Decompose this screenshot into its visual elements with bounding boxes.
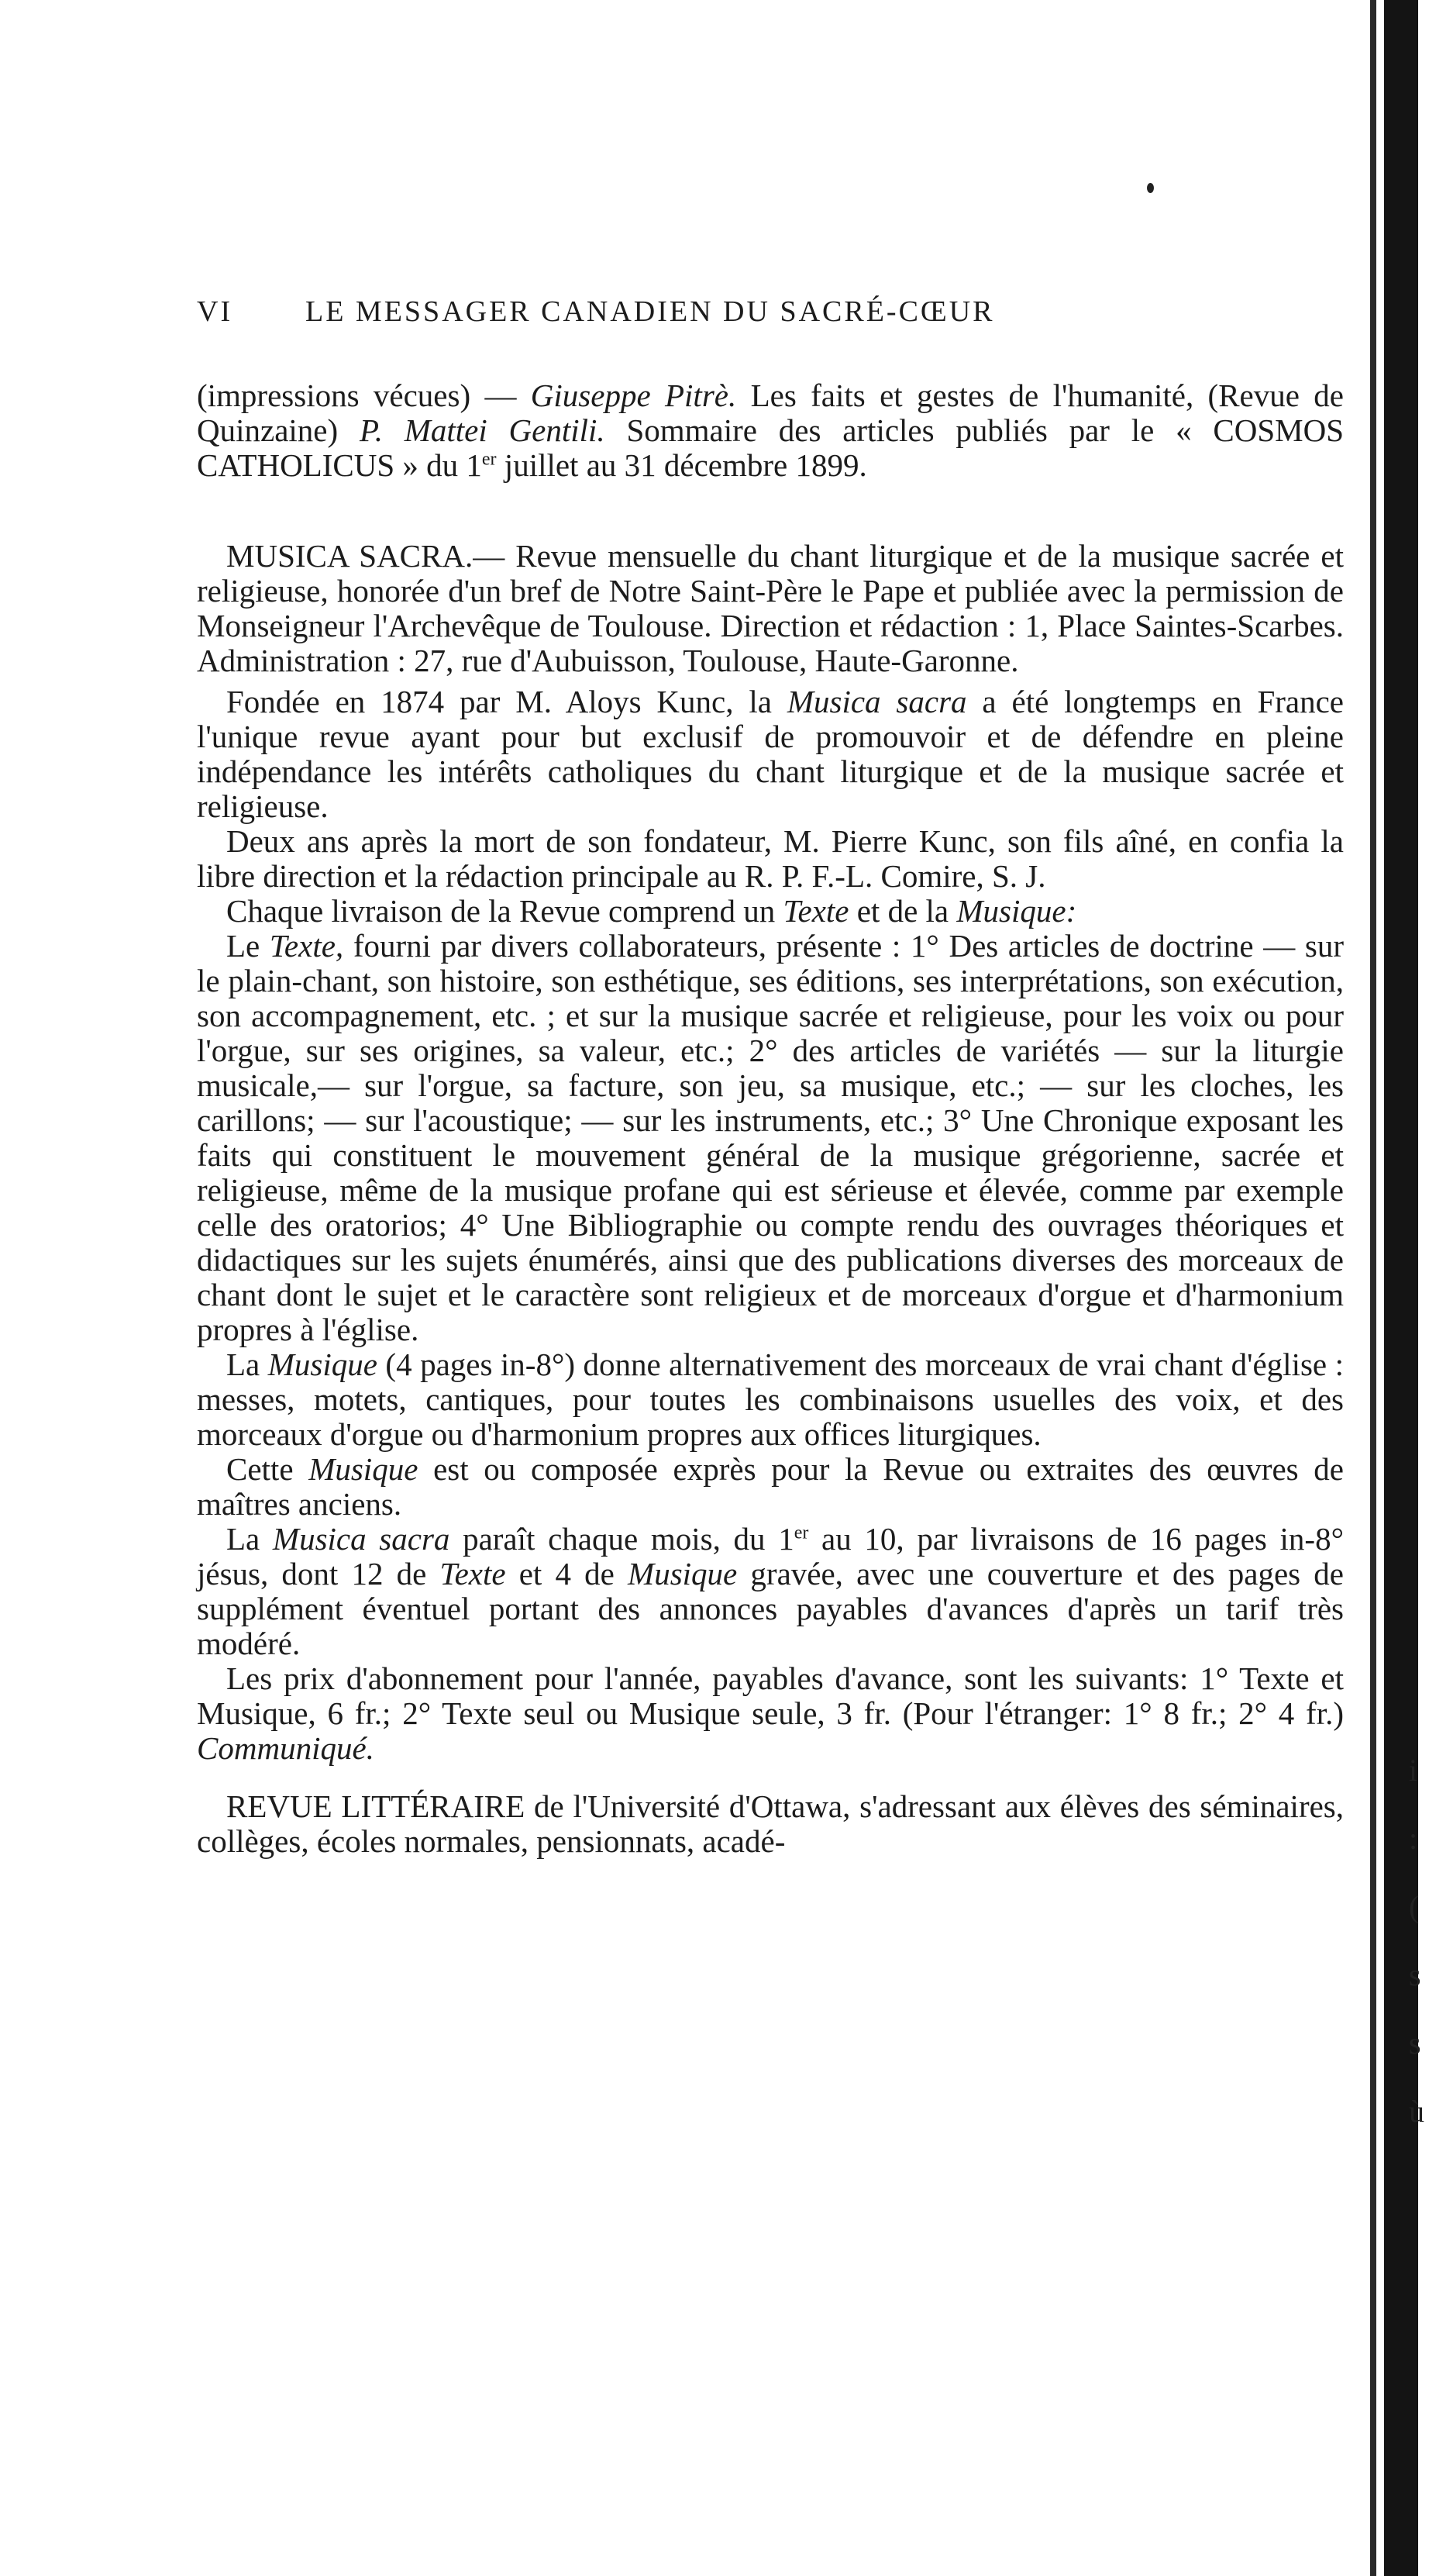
text-run: au 10, par livraisons de 16 pages in-8° jésus, dont 12 de bbox=[197, 1521, 1344, 1591]
paragraph-musica-sacra bbox=[197, 539, 1344, 678]
text-run: (impressions vécues) — bbox=[197, 378, 531, 413]
margin-fragment: ( bbox=[1409, 1889, 1420, 1924]
text-run: a été longtemps en France l'unique revue ayant pour but exclusif de promouvoir et de défendre en pleine indépendance les intérêts catholiques du chant liturgique et de la musique sacrée et religieuse. bbox=[197, 684, 1344, 824]
emphasis: Musique: bbox=[956, 893, 1077, 929]
facing-page-fragments bbox=[1409, 1736, 1427, 2146]
paragraph-cette-musique bbox=[197, 1452, 1344, 1522]
paragraph-la-musique bbox=[197, 1347, 1344, 1452]
communique-note: Communiqué. bbox=[197, 1730, 374, 1766]
paragraph-prix bbox=[197, 1661, 1344, 1766]
emphasis: Musique bbox=[308, 1451, 418, 1487]
margin-fragment: s bbox=[1409, 2026, 1421, 2060]
page-number: VI bbox=[197, 295, 233, 328]
text-run: et de la bbox=[849, 893, 957, 929]
text-run: Les faits et gestes de l'humanité, (Revue de Quinzaine) bbox=[197, 378, 1344, 448]
paragraph-pitre bbox=[197, 378, 1344, 483]
text-run: Cette bbox=[226, 1451, 309, 1487]
binding-shadow bbox=[1370, 0, 1376, 2576]
journal-title: Musica sacra bbox=[272, 1521, 450, 1557]
text-run: juillet au 31 décembre 1899. bbox=[496, 447, 867, 483]
text-run: Le bbox=[226, 928, 270, 964]
ordinal-superscript: er bbox=[481, 449, 497, 470]
running-header bbox=[197, 295, 1344, 329]
paragraph-parait bbox=[197, 1522, 1344, 1661]
journal-title: MUSICA SACRA. bbox=[226, 538, 473, 574]
margin-fragment: i bbox=[1409, 1753, 1418, 1788]
author-name: P. Mattei Gentili. bbox=[359, 412, 605, 448]
text-run: Sommaire des articles publiés par le « COSMOS CATHOLICUS » du 1 bbox=[197, 412, 1345, 483]
paragraph-chaque-livraison bbox=[197, 894, 1344, 929]
text-run: Fondée en 1874 par M. Aloys Kunc, la bbox=[226, 684, 787, 719]
text-run: de l'Université d'Ottawa, s'adressant aux élèves des séminaires, collèges, écoles normales, pensionnats, acadé- bbox=[197, 1788, 1345, 1859]
page-binding-edge bbox=[1384, 0, 1418, 2576]
text-run: gravée, avec une couverture et des pages de supplément éventuel portant des annonces payables d'avances d'après un tarif très modéré. bbox=[197, 1556, 1344, 1661]
text-run: fourni par divers collaborateurs, présente : 1° Des articles de doctrine — sur le plain-chant, son histoire, son esthétique, ses éditions, ses interprétations, son exécution, son accompagnement, etc. ; et sur la musique sacrée et religieuse, pour les voix ou pour l'orgue, sur ses origines, sa valeur, etc.; 2° des articles de variétés — sur la liturgie musicale,— sur l'orgue, sa facture, son jeu, sa musique, etc.; — sur les cloches, les carillons; — sur l'acoustique; — sur les instruments, etc.; 3° Une Chronique exposant les faits qui constituent le mouvement général de la musique grégorienne, sacrée et religieuse, même de la musique profane qui est sérieuse et élevée, comme par exemple celle des oratorios; 4° Une Bibliographie ou compte rendu des ouvrages théoriques et didactiques sur les sujets énumérés, ainsi que des publications diverses des morceaux de chant dont le sujet et le caractère sont religieux et de morceaux d'orgue et d'harmonium propres à l'église. bbox=[197, 928, 1344, 1347]
text-run: Chaque livraison de la Revue comprend un bbox=[226, 893, 783, 929]
paragraph-revue-litteraire bbox=[197, 1789, 1344, 1859]
text-run: Deux ans après la mort de son fondateur, M. Pierre Kunc, son fils aîné, en confia la libre direction et la rédaction principale au R. P. F.-L. Comire, S. J. bbox=[197, 823, 1344, 894]
book-page bbox=[197, 295, 1344, 1859]
emphasis: Texte, bbox=[269, 928, 344, 964]
text-run: — Revue mensuelle du chant liturgique et de la musique sacrée et religieuse, honorée d'un bref de Notre Saint-Père le Pape et publiée avec la permission de Monseigneur l'Archevêque de Toulouse. Direction et rédaction : 1, Place Saintes-Scarbes. Administration : 27, rue d'Aubuisson, Toulouse, Haute-Garonne. bbox=[197, 538, 1344, 678]
paragraph-fondee bbox=[197, 685, 1344, 824]
text-run: et 4 de bbox=[505, 1556, 628, 1591]
text-run: est ou composée exprès pour la Revue ou extraites des œuvres de maîtres anciens. bbox=[197, 1451, 1344, 1522]
margin-fragment: : bbox=[1409, 1821, 1418, 1856]
text-run: Les prix d'abonnement pour l'année, payables d'avance, sont les suivants: 1° Texte et Musique, 6 fr.; 2° Texte seul ou Musique seule, 3 fr. (Pour l'étranger: 1° 8 fr.; 2° 4 fr.) bbox=[197, 1660, 1344, 1731]
text-run: La bbox=[226, 1347, 268, 1382]
text-run: La bbox=[226, 1521, 273, 1557]
emphasis: Musique bbox=[628, 1556, 738, 1591]
margin-fragment: s bbox=[1409, 1957, 1421, 1992]
paragraph-deux-ans bbox=[197, 824, 1344, 894]
emphasis: Texte bbox=[439, 1556, 506, 1591]
journal-title: REVUE LITTÉRAIRE bbox=[226, 1788, 525, 1824]
ink-speck bbox=[1147, 183, 1154, 193]
emphasis: Musique bbox=[267, 1347, 377, 1382]
text-run: (4 pages in-8°) donne alternativement des morceaux de vrai chant d'église : messes, motets, cantiques, pour toutes les combinaisons usuelles des voix, et des morceaux d'orgue ou d'harmonium propres aux offices liturgiques. bbox=[197, 1347, 1344, 1452]
running-title: LE MESSAGER CANADIEN DU SACRÉ-CŒUR bbox=[305, 295, 995, 328]
paragraph-le-texte bbox=[197, 929, 1344, 1347]
journal-title: Musica sacra bbox=[787, 684, 967, 719]
text-run: paraît chaque mois, du 1 bbox=[449, 1521, 794, 1557]
ordinal-superscript: er bbox=[794, 1522, 809, 1543]
margin-fragment: ù bbox=[1409, 2094, 1424, 2129]
author-name: Giuseppe Pitrè. bbox=[530, 378, 737, 413]
emphasis: Texte bbox=[783, 893, 849, 929]
